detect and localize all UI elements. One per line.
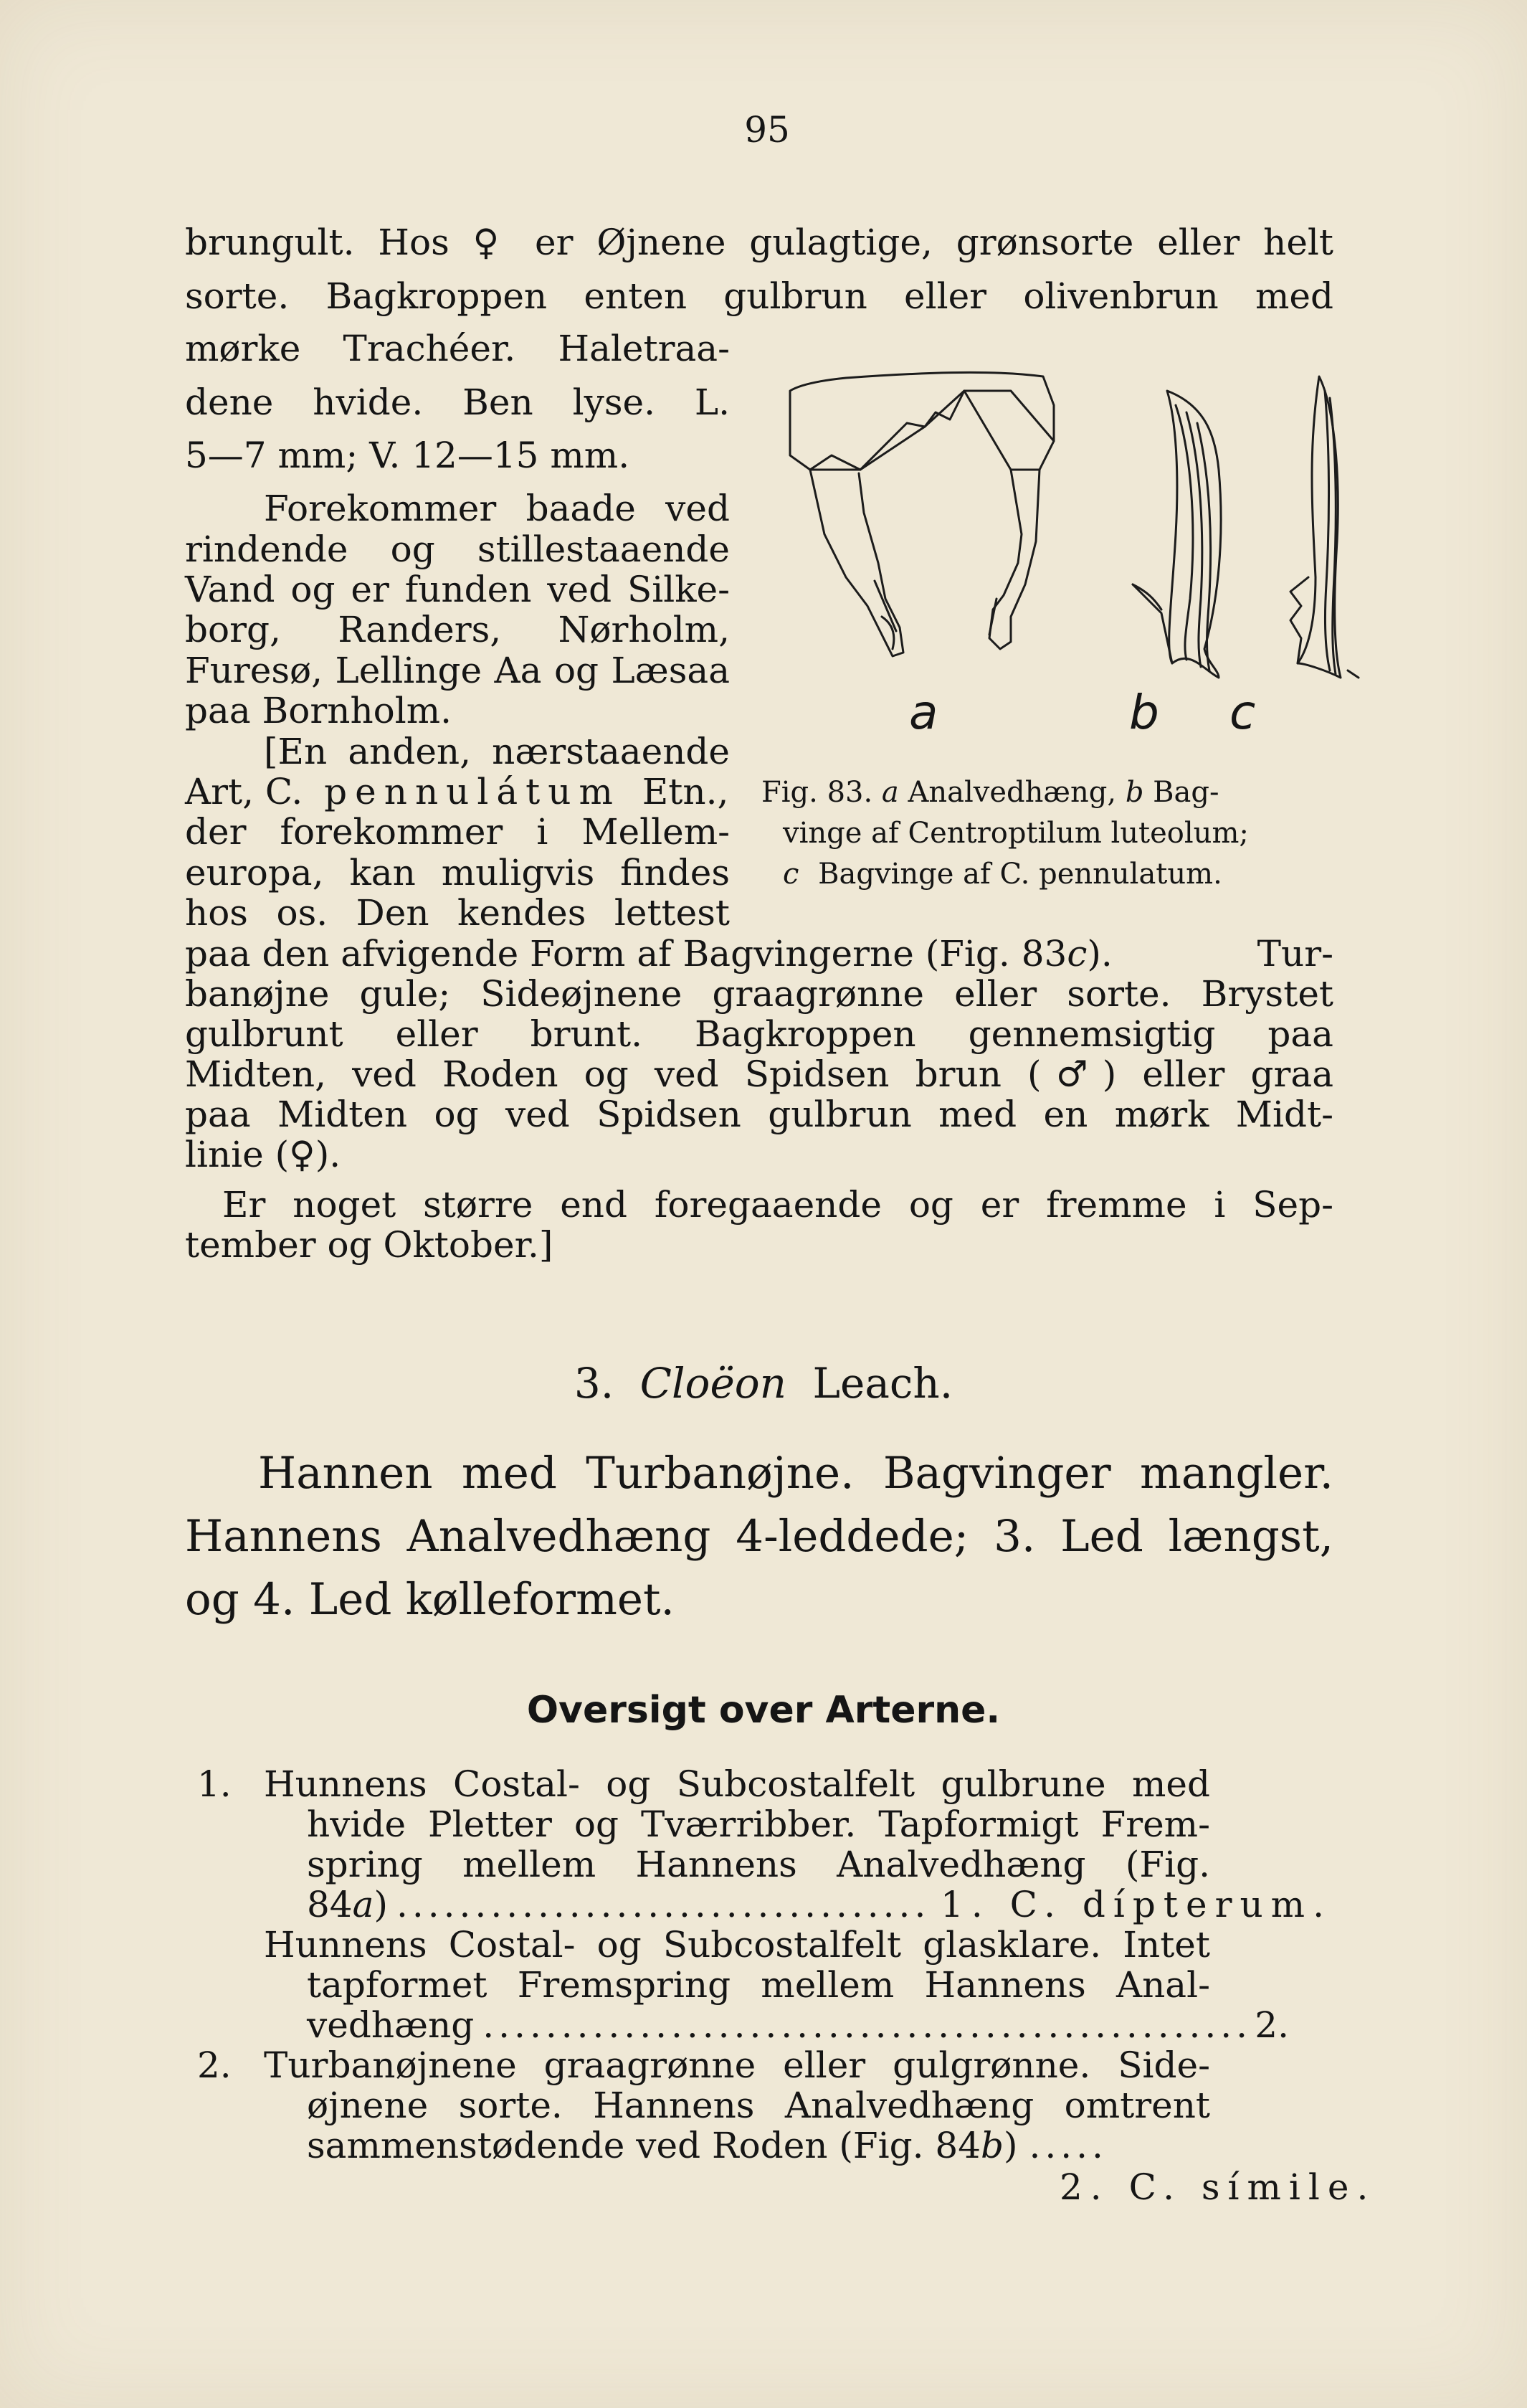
key-text-part: ) (374, 1884, 388, 1925)
hindwing-c-drawing (1290, 376, 1359, 678)
key-line: hvide Pletter og Tværribber. Tapformigt Frem- (307, 1803, 1210, 1845)
couplet-reference: 2. (1255, 2004, 1289, 2046)
species-result: 1. C. dípterum. (941, 1884, 1332, 1925)
body-text-part: paa den afvigende Form af Bagvingerne (Fig. 83 (185, 933, 1067, 975)
key-line (307, 1885, 1332, 1925)
body-line: Vand og er funden ved Silke- (185, 569, 730, 610)
body-line: rindende og stillestaaende (185, 528, 730, 570)
genus-author: Leach. (812, 1359, 953, 1408)
figure-label-a: a (909, 685, 938, 740)
body-line: borg, Randers, Nørholm, (185, 609, 730, 650)
leader-dots (482, 2005, 1246, 2045)
body-text (185, 934, 1113, 974)
key-line: tapformet Fremspring mellem Hannens Anal- (307, 1964, 1210, 2006)
hindwing-b-drawing (1133, 391, 1221, 678)
body-line: paa Midten og ved Spidsen gulbrun med en mørk Midt- (185, 1094, 1333, 1135)
key-text: vedhæng (307, 2004, 475, 2046)
key-line: øjnene sorte. Hannens Analvedhæng omtrent (307, 2085, 1210, 2126)
key-heading: Oversigt over Arterne. (526, 1689, 1001, 1732)
fig-ref-letter: a (352, 1884, 374, 1925)
diagnosis-line: og 4. Led kølleformet. (185, 1574, 675, 1625)
body-text-part: ). (1087, 933, 1113, 975)
body-line: brungult. Hos ♀ er Øjnene gulagtige, grønsorte eller helt (185, 222, 1333, 263)
couplet-number: 2. (197, 2044, 232, 2086)
leader-dots (396, 1885, 932, 1925)
key-line: Turbanøjnene graagrønne eller gulgrønne. Side- (264, 2044, 1210, 2086)
figure-caption-line: vinge af Centroptilum luteolum; (783, 817, 1249, 850)
body-line: linie (♀). (185, 1134, 341, 1175)
species-name: pennulátum (324, 771, 621, 812)
key-line (307, 2125, 1108, 2166)
body-line: tember og Oktober.] (185, 1224, 553, 1266)
body-text: Art, C. (185, 771, 303, 812)
body-line: banøjne gule; Sideøjnene graagrønne eller sorte. Brystet (185, 973, 1333, 1015)
genus-number: 3. (574, 1359, 614, 1408)
genus-name: Cloëon (639, 1359, 787, 1408)
body-line: dene hvide. Ben lyse. L. (185, 381, 730, 423)
caption-letter: a (881, 776, 899, 809)
key-text (307, 1885, 388, 1925)
key-line (307, 2005, 1289, 2045)
key-line: Hunnens Costal- og Subcostalfelt gulbrune med (264, 1763, 1210, 1805)
body-text: Etn., (642, 771, 729, 812)
body-line: 5—7 mm; V. 12—15 mm. (185, 435, 630, 476)
body-line (185, 934, 1333, 974)
key-line: Hunnens Costal- og Subcostalfelt glasklare. Intet (264, 1924, 1210, 1966)
caption-letter: b (1125, 776, 1144, 809)
page-number: 95 (744, 109, 790, 151)
fig-ref-letter: b (981, 2125, 1004, 2166)
body-line: paa Bornholm. (185, 690, 452, 731)
caption-letter: c (783, 858, 799, 891)
caption-text: Fig. 83. (761, 776, 873, 809)
body-line: Forekommer baade ved (264, 488, 730, 529)
body-line: gulbrunt eller brunt. Bagkroppen gennemsigtig paa (185, 1013, 1333, 1055)
couplet-number: 1. (197, 1763, 232, 1805)
anal-appendage-drawing (790, 372, 1054, 656)
caption-text: Bagvinge af C. pennulatum. (818, 858, 1222, 891)
body-line: sorte. Bagkroppen enten gulbrun eller olivenbrun med (185, 275, 1333, 317)
key-text-part: ) (1004, 2125, 1018, 2166)
caption-text: Bag- (1153, 776, 1219, 809)
body-line: hos os. Den kendes lettest (185, 892, 730, 934)
fig-ref-letter: c (1067, 933, 1088, 975)
figure-label-c: c (1229, 685, 1256, 740)
figure-83-drawing (774, 362, 1362, 735)
key-text-part: 84 (307, 1884, 353, 1925)
diagnosis-line: Hannen med Turbanøjne. Bagvinger mangler. (258, 1448, 1333, 1499)
figure-caption-line (761, 774, 1219, 810)
body-line (185, 772, 730, 812)
key-line: spring mellem Hannens Analvedhæng (Fig. (307, 1844, 1210, 1885)
body-line: europa, kan muligvis findes (185, 852, 730, 893)
body-line: [En anden, nærstaaende (264, 731, 730, 772)
figure-label-b: b (1129, 685, 1159, 740)
body-line: Er noget større end foregaaende og er fremme i Sep- (222, 1184, 1333, 1226)
diagnosis-line: Hannens Analvedhæng 4-leddede; 3. Led længst, (185, 1511, 1333, 1562)
key-text-part: sammenstødende ved Roden (Fig. 84 (307, 2125, 981, 2166)
body-line: mørke Trachéer. Haletraa- (185, 328, 730, 369)
species-result: 2. C. símile. (1060, 2166, 1376, 2208)
body-line: Midten, ved Roden og ved Spidsen brun (♂) eller graa (185, 1053, 1333, 1095)
leader-dots: ..... (1029, 2125, 1108, 2166)
body-line: der forekommer i Mellem- (185, 811, 730, 853)
caption-text: Analvedhæng, (908, 776, 1117, 809)
figure-caption-line (783, 856, 1222, 892)
body-line: Furesø, Lellinge Aa og Læsaa (185, 650, 730, 691)
body-text: Tur- (1257, 933, 1333, 975)
genus-heading (0, 1359, 1527, 1408)
